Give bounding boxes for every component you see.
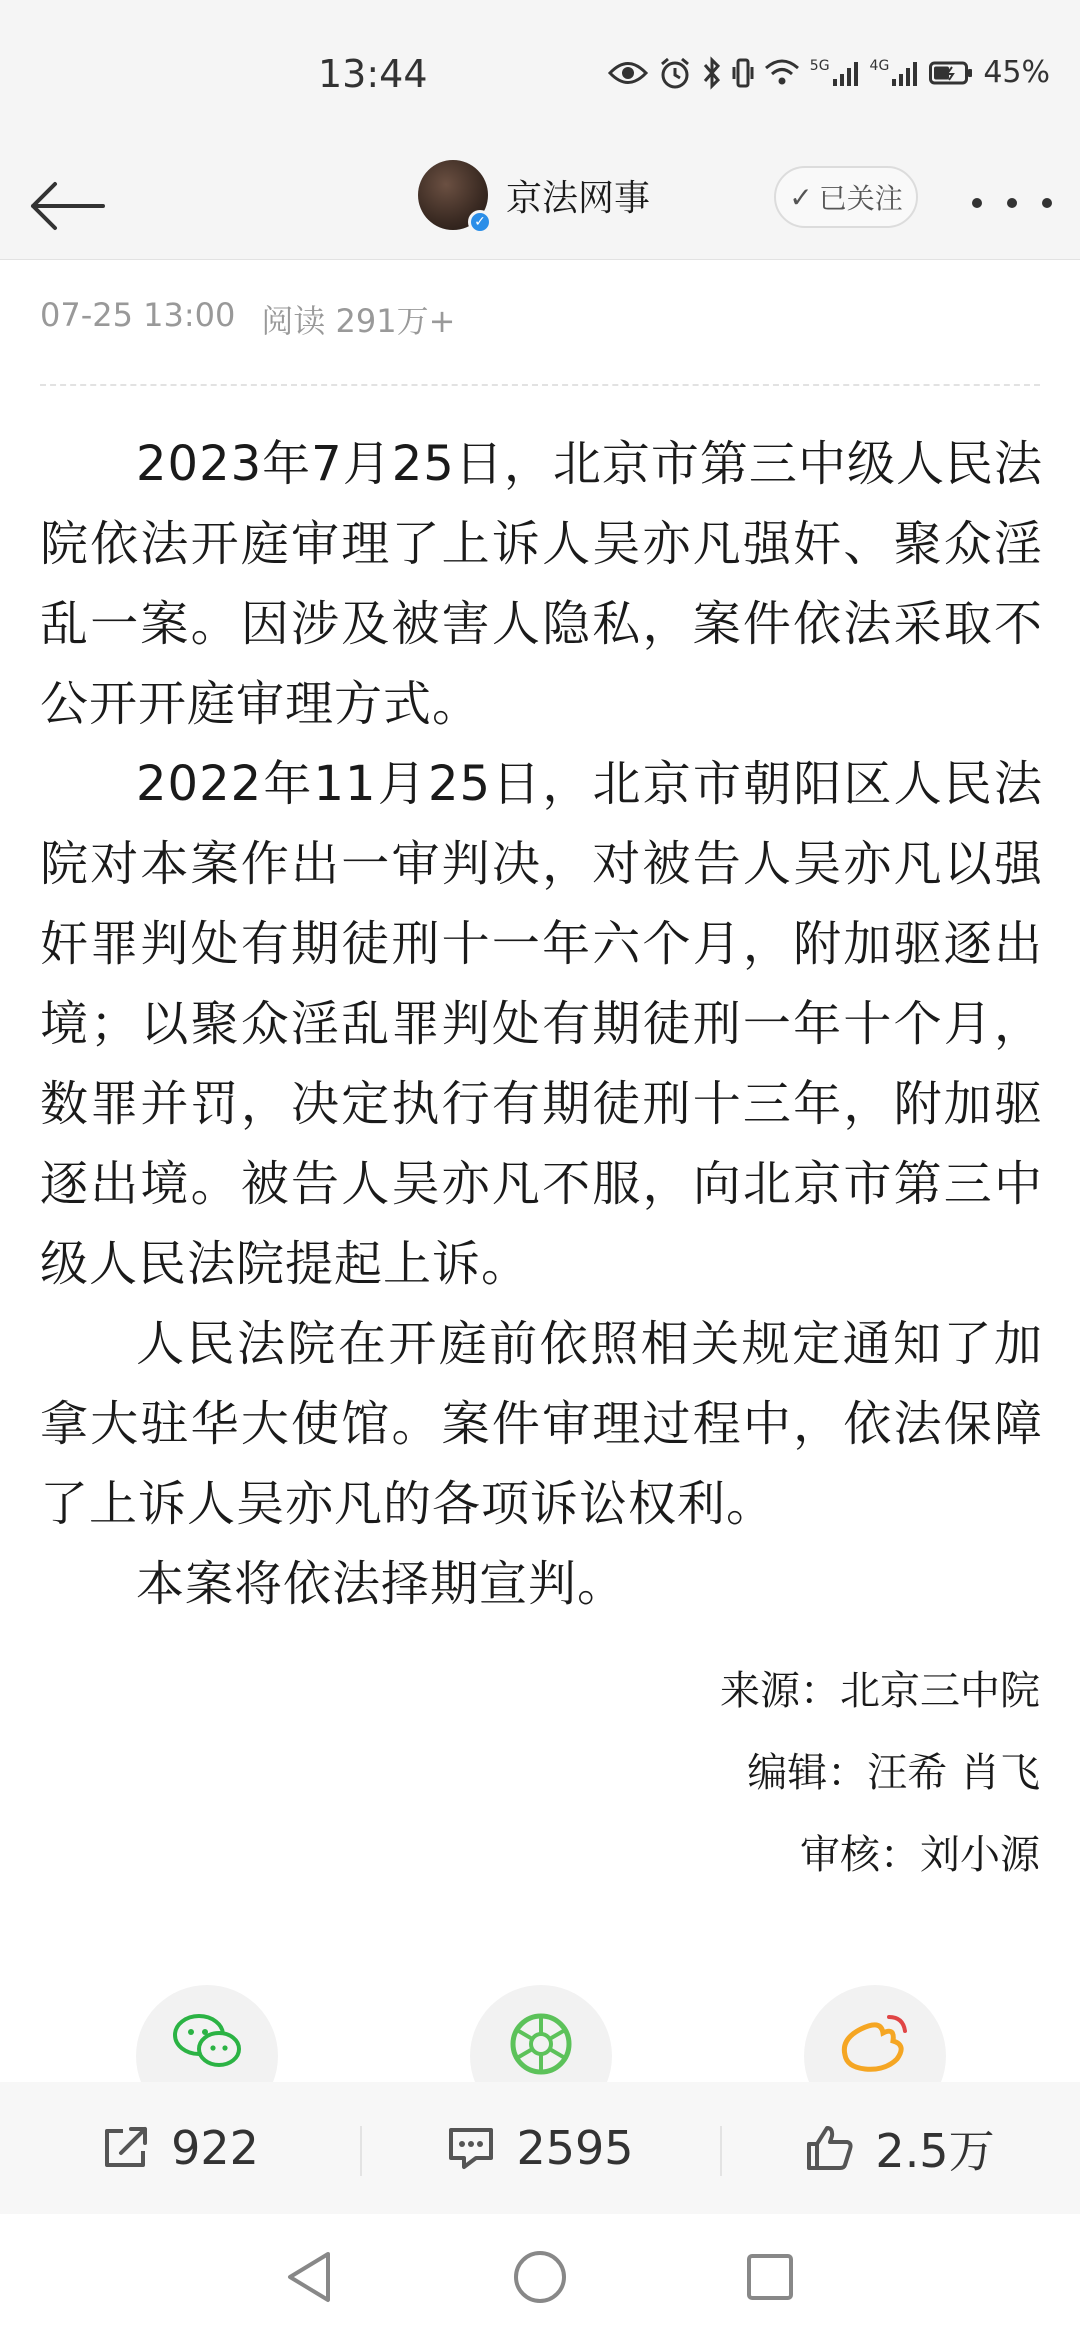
account-name[interactable]: 京法网事: [506, 177, 651, 219]
article-paragraph: 人民法院在开庭前依照相关规定通知了加拿大驻华大使馆。案件审理过程中，依法保障了上诉人吴亦凡的各项诉讼权利。: [40, 1316, 1043, 1532]
circle-home-icon: [512, 2249, 568, 2305]
system-nav-bar: [0, 2214, 1080, 2340]
wifi-icon: [764, 58, 800, 88]
follow-button[interactable]: [774, 166, 918, 228]
triangle-back-icon: [284, 2250, 334, 2304]
like-count: 2.5万: [875, 2124, 995, 2178]
battery-icon: [929, 61, 973, 85]
wechat-icon: [169, 2011, 245, 2071]
status-bar: [0, 0, 1080, 150]
check-icon: ✓: [789, 180, 813, 214]
post-meta: [40, 296, 455, 342]
read-count: 阅读 291万+: [261, 302, 456, 340]
repost-count: 922: [171, 2121, 259, 2175]
more-dot-icon: [1042, 198, 1052, 208]
top-nav-bar: [0, 150, 1080, 260]
bluetooth-icon: [702, 56, 722, 90]
article-body: [40, 424, 1043, 1624]
status-icons: [608, 55, 1050, 90]
eye-icon: [608, 60, 648, 86]
verified-badge-icon: ✓: [468, 210, 492, 234]
vibrate-icon: [732, 56, 754, 90]
comment-button[interactable]: [360, 2082, 720, 2214]
square-recent-icon: [745, 2252, 795, 2302]
battery-percent: 45%: [983, 55, 1050, 90]
status-time: 13:44: [318, 52, 428, 96]
network-5g-label: 5G: [809, 57, 830, 74]
follow-label: 已关注: [818, 182, 903, 215]
repost-button[interactable]: [0, 2082, 360, 2214]
signal-icon: [832, 59, 860, 87]
article-paragraph: 本案将依法择期宣判。: [136, 1556, 627, 1612]
system-recent-apps-button[interactable]: [737, 2244, 803, 2310]
arrow-left-icon: [29, 181, 105, 231]
comment-count: 2595: [516, 2121, 634, 2175]
bottom-action-bar: [0, 2082, 1080, 2214]
article-paragraph: 2023年7月25日，北京市第三中级人民法院依法开庭审理了上诉人吴亦凡强奸、聚众淫乱一案。因涉及被害人隐私，案件依法采取不公开开庭审理方式。: [40, 436, 1043, 732]
avatar[interactable]: [418, 160, 488, 230]
like-button[interactable]: [720, 2082, 1080, 2214]
post-date: 07-25 13:00: [40, 296, 236, 334]
article-paragraph: 2022年11月25日，北京市朝阳区人民法院对本案作出一审判决，对被告人吴亦凡以强奸罪判处有期徒刑十一年六个月，附加驱逐出境；以聚众淫乱罪判处有期徒刑一年十个月，数罪并罚，决定执行有期徒刑十三年，附加驱逐出境。被告人吴亦凡不服，向北京市第三中级人民法院提起上诉。: [40, 756, 1043, 1292]
source-line: 来源：北京三中院: [720, 1668, 1040, 1714]
reviewer-line: 审核：刘小源: [800, 1832, 1040, 1878]
repost-icon: [101, 2125, 151, 2171]
alarm-icon: [658, 56, 692, 90]
moments-icon: [508, 2011, 574, 2077]
weibo-icon: [837, 2011, 913, 2073]
more-options-button[interactable]: [972, 178, 1052, 228]
system-back-button[interactable]: [276, 2244, 342, 2310]
meta-divider: [40, 384, 1040, 386]
signal-5g: [810, 59, 860, 87]
editor-line: 编辑：汪希 肖飞: [747, 1750, 1040, 1796]
article-credits: [720, 1650, 1040, 1896]
network-4g-label: 4G: [869, 57, 890, 74]
thumbs-up-icon: [805, 2124, 855, 2172]
system-home-button[interactable]: [507, 2244, 573, 2310]
more-dot-icon: [972, 198, 982, 208]
account-info[interactable]: [418, 160, 650, 230]
back-button[interactable]: [22, 168, 112, 244]
signal-icon-2: [891, 59, 919, 87]
signal-4g: [870, 59, 920, 87]
comment-icon: [446, 2125, 496, 2171]
more-dot-icon: [1007, 198, 1017, 208]
